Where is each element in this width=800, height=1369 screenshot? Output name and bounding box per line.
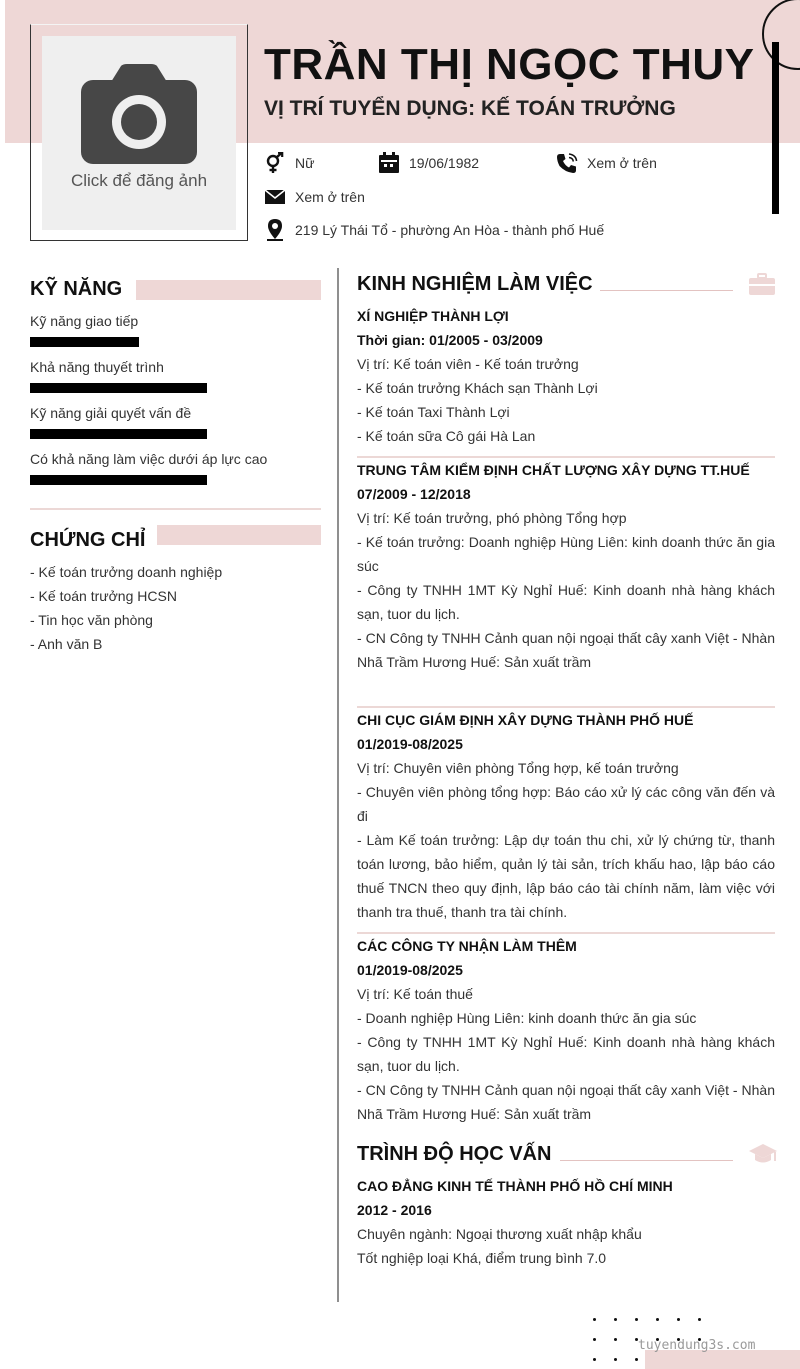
job-detail: Vị trí: Kế toán trưởng, phó phòng Tổng hợp [357,510,627,526]
skill-name: Kỹ năng giải quyết vấn đề [30,405,192,421]
job-position: VỊ TRÍ TUYỂN DỤNG: KẾ TOÁN TRƯỞNG [264,97,676,120]
location-pin-icon [264,219,286,241]
experience-title-line [600,290,733,291]
skill-name: Kỹ năng giao tiếp [30,313,139,329]
job-detail: Vị trí: Kế toán viên - Kế toán trưởng [357,356,579,372]
job-period: 01/2019-08/2025 [357,962,463,978]
section-divider [30,508,321,510]
dot [614,1358,617,1361]
photo-caption: Click để đăng ảnh [70,171,208,190]
job-period: 01/2019-08/2025 [357,736,463,752]
job-detail: - Công ty TNHH 1MT Kỳ Nghỉ Huế: Kinh doanh nhà hàng khách sạn, tuor du lịch. [357,582,775,622]
calendar-icon [378,152,400,174]
job-entry [357,304,775,448]
gender-icon [264,152,286,174]
dot [614,1318,617,1321]
certificates-title: CHỨNG CHỈ [30,529,146,551]
gender-info [264,152,314,174]
gender-value: Nữ [295,155,315,171]
job-detail: - Kế toán Taxi Thành Lợi [357,404,510,420]
briefcase-icon [749,273,775,295]
certificate-item: - Anh văn B [30,636,103,652]
address-info [264,219,604,241]
education-detail: Chuyên ngành: Ngoại thương xuất nhập khẩu [357,1226,642,1242]
certificates-title-bar [157,525,321,545]
education-detail: Tốt nghiệp loại Khá, điểm trung bình 7.0 [357,1250,607,1266]
photo-upload[interactable] [42,36,236,230]
certificate-item: - Kế toán trưởng doanh nghiệp [30,564,223,580]
graduation-cap-icon [749,1143,777,1165]
phone-icon [556,152,578,174]
skill-name: Khả năng thuyết trình [30,359,164,375]
dot [635,1358,638,1361]
job-period: Thời gian: 01/2005 - 03/2009 [357,332,543,348]
job-organization: CÁC CÔNG TY NHẬN LÀM THÊM [357,938,577,954]
phone-info [556,152,657,174]
job-detail: - Chuyên viên phòng tổng hợp: Báo cáo xử lý các công văn đến và đi [357,784,775,824]
job-entry [357,708,775,924]
job-detail: Vị trí: Chuyên viên phòng Tổng hợp, kế toán trưởng [357,760,679,776]
job-detail: - Kế toán trưởng: Doanh nghiệp Hùng Liên: kinh doanh thức ăn gia súc [357,534,775,574]
skill-name: Có khả năng làm việc dưới áp lực cao [30,451,268,467]
education-entry [357,1174,775,1270]
column-divider [337,268,339,1302]
job-organization: CHI CỤC GIÁM ĐỊNH XÂY DỰNG THÀNH PHỐ HUẾ [357,712,694,728]
dot [614,1338,617,1341]
job-entry [357,458,775,674]
job-organization: TRUNG TÂM KIỂM ĐỊNH CHẤT LƯỢNG XÂY DỰNG TT.HUẾ [357,462,750,478]
education-period: 2012 - 2016 [357,1202,432,1218]
dot [677,1318,680,1321]
decorative-bar [772,42,779,214]
skill-level-bar [30,383,207,393]
birthdate-value: 19/06/1982 [409,155,480,171]
dot [656,1318,659,1321]
job-period: 07/2009 - 12/2018 [357,486,471,502]
school-name: CAO ĐẲNG KINH TẾ THÀNH PHỐ HỒ CHÍ MINH [357,1178,673,1194]
job-detail: - CN Công ty TNHH Cảnh quan nội ngoại thất cây xanh Việt - Nhàn Nhã Trầm Hương Huế: Sản xuất trầm [357,1082,775,1122]
job-detail: - Kế toán sữa Cô gái Hà Lan [357,428,536,444]
skill-level-bar [30,337,139,347]
education-title-line [560,1160,733,1161]
dot [698,1318,701,1321]
envelope-icon [264,186,286,208]
skills-title-bar [136,280,321,300]
job-entry [357,934,775,1126]
job-detail: - CN Công ty TNHH Cảnh quan nội ngoại thất cây xanh Việt - Nhàn Nhã Trầm Hương Huế: Sản xuất trầm [357,630,775,670]
education-title: TRÌNH ĐỘ HỌC VẤN [357,1143,552,1165]
skills-title: KỸ NĂNG [30,278,123,300]
phone-value: Xem ở trên [587,155,657,171]
job-detail: - Doanh nghiệp Hùng Liên: kinh doanh thức ăn gia súc [357,1010,697,1026]
job-organization: XÍ NGHIỆP THÀNH LỢI [357,308,509,324]
email-info [264,186,365,208]
skill-level-bar [30,429,207,439]
dot [593,1338,596,1341]
certificate-item: - Tin học văn phòng [30,612,153,628]
address-value: 219 Lý Thái Tổ - phường An Hòa - thành phố Huế [295,222,605,238]
watermark: tuyendung3s.com [638,1338,756,1353]
job-detail: - Kế toán trưởng Khách sạn Thành Lợi [357,380,598,396]
skill-level-bar [30,475,207,485]
camera-icon [81,64,197,166]
dot [593,1318,596,1321]
experience-title: KINH NGHIỆM LÀM VIỆC [357,273,593,295]
candidate-name: TRẦN THỊ NGỌC THUY [264,40,755,89]
job-detail: - Công ty TNHH 1MT Kỳ Nghỉ Huế: Kinh doanh nhà hàng khách sạn, tuor du lịch. [357,1034,775,1074]
birthdate-info [378,152,479,174]
certificate-item: - Kế toán trưởng HCSN [30,588,177,604]
dot [593,1358,596,1361]
job-detail: Vị trí: Kế toán thuế [357,986,473,1002]
dot [635,1318,638,1321]
job-detail: - Làm Kế toán trưởng: Lập dự toán thu chi, xử lý chứng từ, thanh toán lương, bảo hiểm, quản lý tài sản, trích khấu hao, lập báo cáo thuế TNCN theo quy định, lập báo cáo tài chính năm, làm việc với thanh tra thuế, thanh tra tài chính. [357,832,775,920]
email-value: Xem ở trên [295,189,365,205]
